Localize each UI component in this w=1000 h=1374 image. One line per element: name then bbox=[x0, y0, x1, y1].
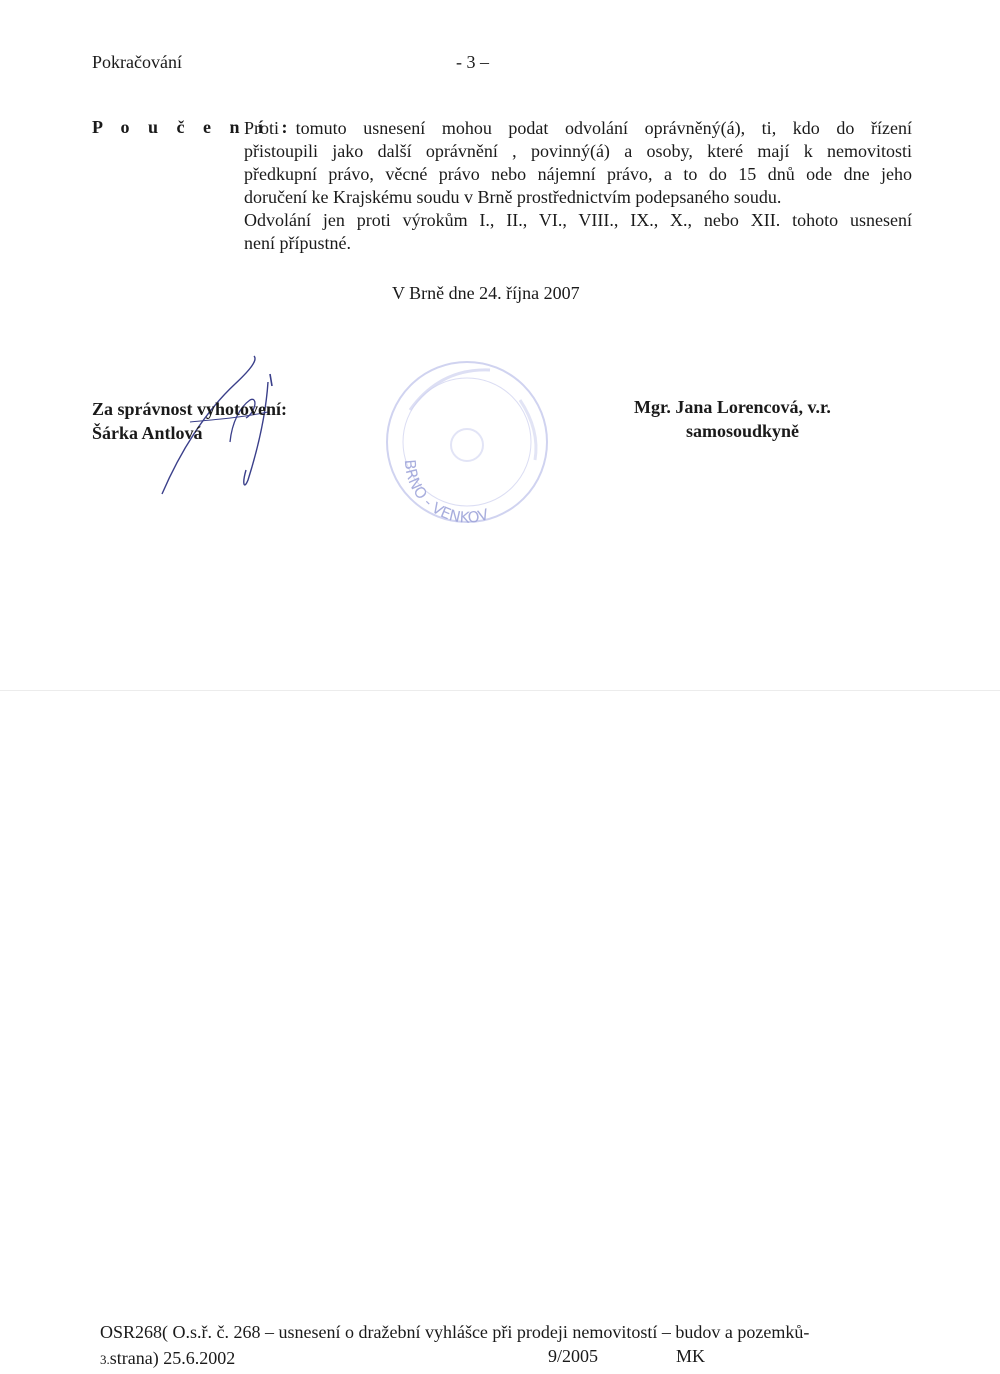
scan-artifact-line bbox=[0, 690, 1000, 691]
continuation-label: Pokračování bbox=[92, 52, 182, 72]
judge-title: samosoudkyně bbox=[686, 421, 800, 441]
judge-name: Mgr. Jana Lorencová, v.r. bbox=[634, 397, 831, 417]
certification-label: Za správnost vyhotovení: bbox=[92, 399, 288, 419]
footer-form-description: OSR268( O.s.ř. č. 268 – usnesení o dražební vyhlášce při prodeji nemovitostí – budov a pozemků- bbox=[100, 1322, 810, 1342]
notice-line: Proti tomuto usnesení mohou podat odvolání oprávněný(á), ti, kdo do řízení bbox=[244, 118, 912, 138]
notice-line: doručení ke Krajskému soudu v Brně prostřednictvím podepsaného soudu. bbox=[244, 187, 782, 207]
notice-line: Odvolání jen proti výrokům I., II., VI., VIII., IX., X., nebo XII. tohoto usnesení bbox=[244, 210, 912, 230]
notice-label: P o u č e n í : bbox=[92, 117, 295, 137]
footer-page-label: strana) 25.6.2002 bbox=[109, 1348, 236, 1368]
notice-line: předkupní právo, věcné právo nebo nájemní právo, a to do 15 dnů ode dne jeho bbox=[244, 164, 912, 184]
footer-version: 9/2005 bbox=[548, 1346, 599, 1366]
place-date: V Brně dne 24. října 2007 bbox=[392, 283, 580, 303]
footer-page-prefix: 3. bbox=[100, 1352, 110, 1367]
footer-page-date bbox=[100, 1348, 235, 1369]
notice-text bbox=[244, 117, 912, 255]
page-number: - 3 – bbox=[456, 52, 489, 72]
stamp-text: BRNO - VENKOV bbox=[400, 458, 491, 527]
footer-initials: MK bbox=[676, 1346, 706, 1366]
svg-text:BRNO - VENKOV bbox=[401, 459, 492, 527]
notice-line: není přípustné. bbox=[244, 233, 351, 253]
official-stamp bbox=[370, 350, 560, 530]
certification-name: Šárka Antlová bbox=[92, 423, 203, 443]
notice-line: přistoupili jako další oprávnění , povinný(á) a osoby, které mají k nemovitosti bbox=[244, 141, 912, 161]
